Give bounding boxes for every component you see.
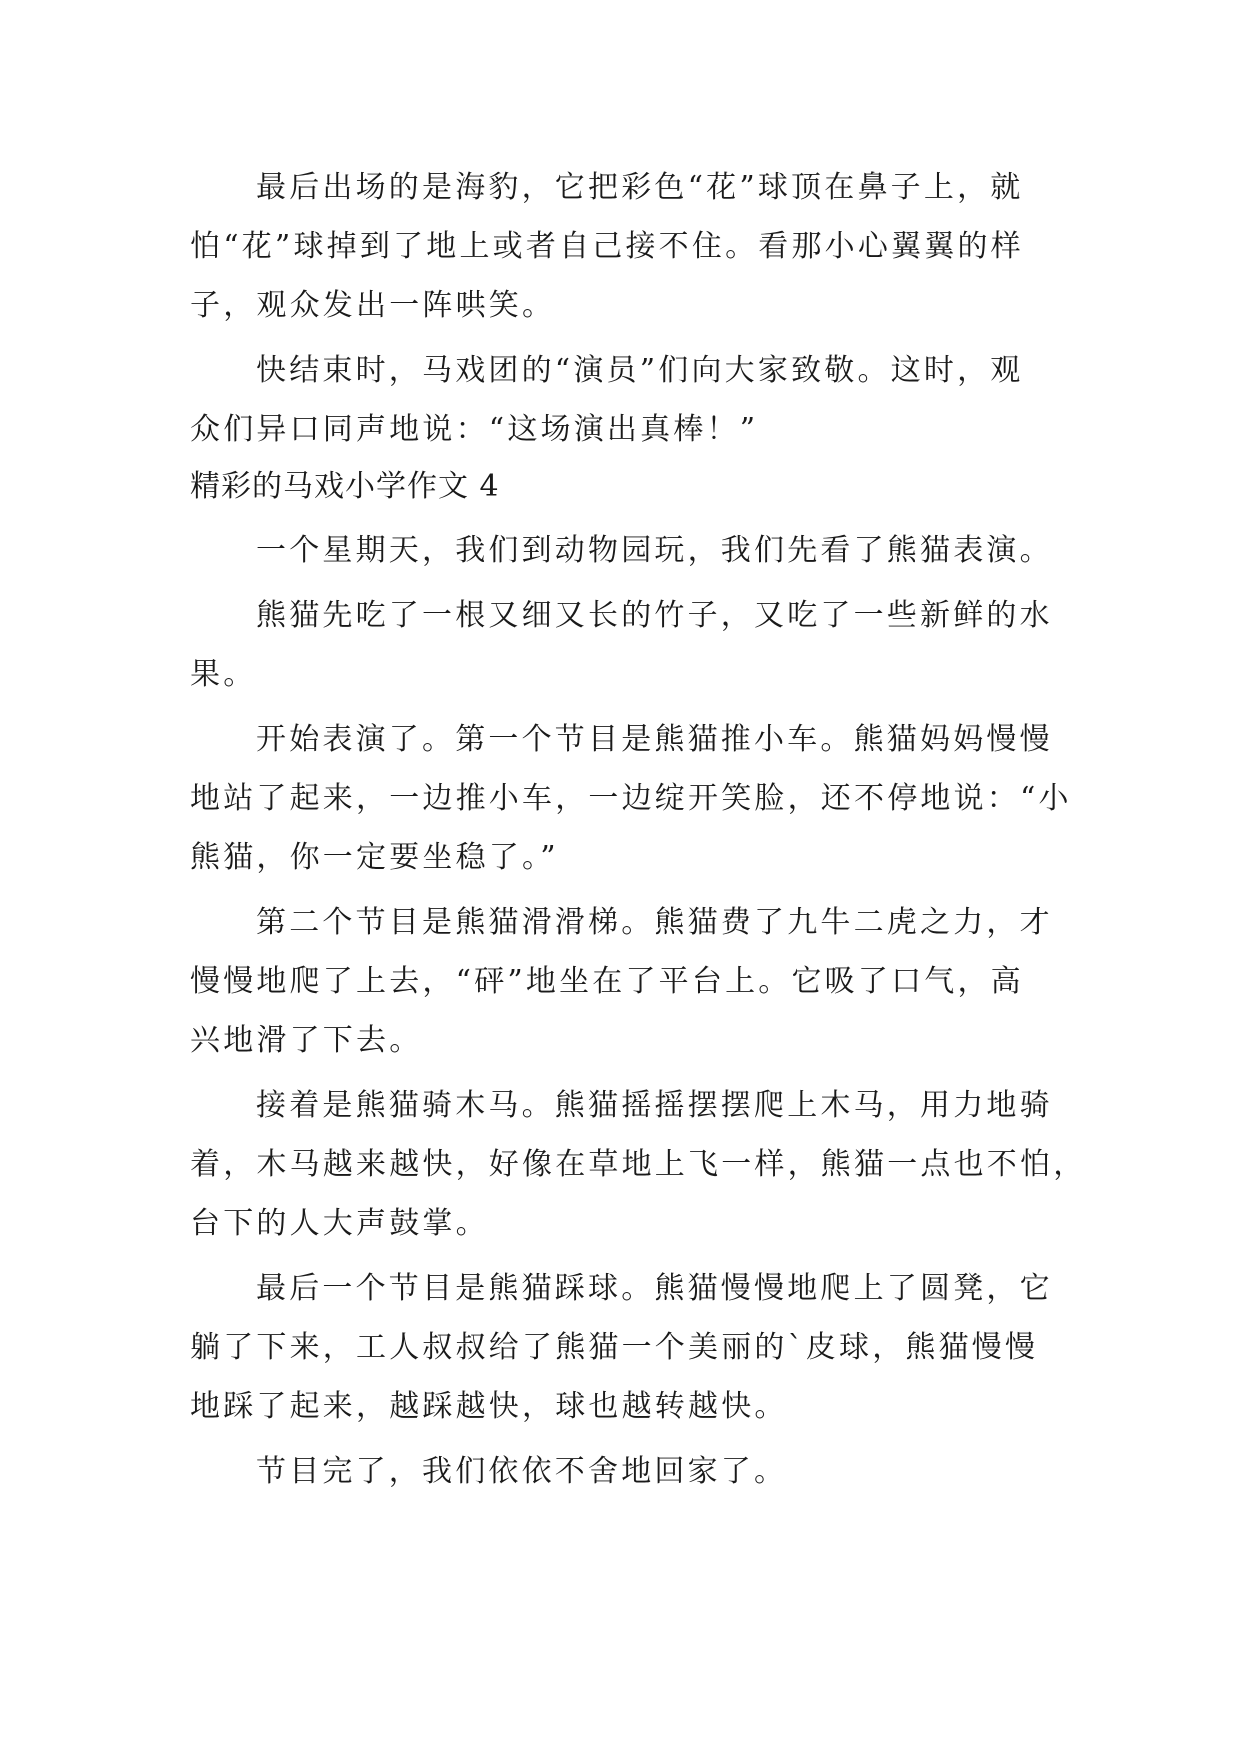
paragraph-line: 节目完了，我们依依不舍地回家了。: [256, 1454, 788, 1489]
paragraph: [190, 893, 1070, 1070]
paragraph-line: 果。: [190, 657, 257, 692]
paragraph-line: 最后一个节目是熊猫踩球。熊猫慢慢地爬上了圆凳，它: [256, 1271, 1053, 1306]
paragraph-line: 第二个节目是熊猫滑滑梯。熊猫费了九牛二虎之力，才: [256, 905, 1053, 940]
paragraph: [190, 341, 1070, 459]
paragraph-line: 兴地滑了下去。: [190, 1023, 423, 1058]
paragraph-line: 开始表演了。第一个节目是熊猫推小车。熊猫妈妈慢慢: [256, 722, 1053, 757]
paragraph: [190, 521, 1070, 580]
paragraph: [190, 158, 1070, 335]
paragraph-line: 躺了下来，工人叔叔给了熊猫一个美丽的`皮球，熊猫慢慢: [190, 1330, 1039, 1365]
paragraph-line: 台下的人大声鼓掌。: [190, 1206, 489, 1241]
paragraph: [190, 710, 1070, 887]
paragraph-line: 着，木马越来越快，好像在草地上飞一样，熊猫一点也不怕，: [190, 1147, 1087, 1182]
paragraph-line: 怕“花”球掉到了地上或者自己接不住。看那小心翼翼的样: [190, 229, 1024, 264]
paragraph: [190, 586, 1070, 704]
paragraph: [190, 1442, 1070, 1501]
paragraph-line: 熊猫先吃了一根又细又长的竹子，又吃了一些新鲜的水: [256, 598, 1053, 633]
paragraph: [190, 1076, 1087, 1253]
paragraph-line: 地站了起来，一边推小车，一边绽开笑脸，还不停地说：“小: [190, 781, 1072, 816]
paragraph-line: 快结束时，马戏团的“演员”们向大家致敬。这时，观: [256, 353, 1024, 388]
paragraph-line: 地踩了起来，越踩越快，球也越转越快。: [190, 1389, 788, 1424]
paragraph-line: 接着是熊猫骑木马。熊猫摇摇摆摆爬上木马，用力地骑: [256, 1088, 1053, 1123]
paragraph: [190, 1259, 1070, 1436]
paragraph-line: 子，观众发出一阵哄笑。: [190, 288, 556, 323]
paragraph-line: 慢慢地爬了上去，“砰”地坐在了平台上。它吸了口气，高: [190, 964, 1024, 999]
document-body: [190, 158, 1087, 1501]
paragraph-line: 最后出场的是海豹，它把彩色“花”球顶在鼻子上，就: [256, 170, 1024, 205]
section-title: 精彩的马戏小学作文 4: [190, 469, 500, 504]
paragraph-line: 众们异口同声地说：“这场演出真棒！”: [190, 412, 759, 447]
paragraph-line: 熊猫，你一定要坐稳了。”: [190, 840, 559, 875]
paragraph-line: 一个星期天，我们到动物园玩，我们先看了熊猫表演。: [256, 533, 1053, 568]
